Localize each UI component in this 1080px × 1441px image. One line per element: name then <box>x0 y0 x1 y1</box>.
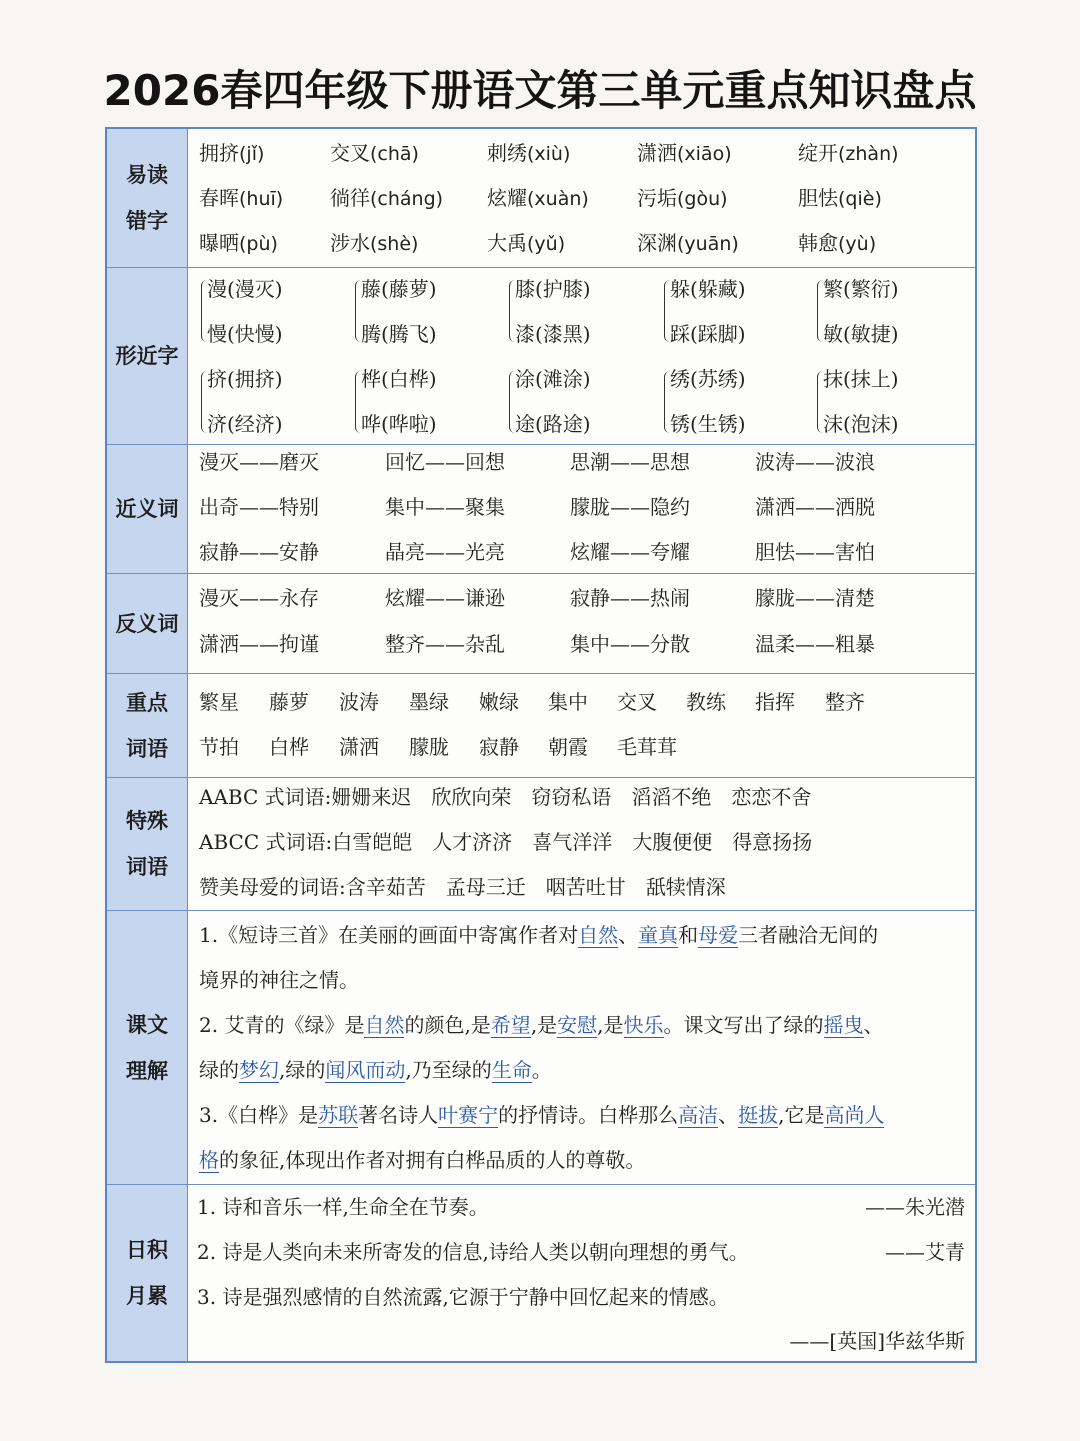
label-line: 反义词 <box>115 611 179 636</box>
similar-char: 膝(护膝) <box>515 277 591 301</box>
section-yidu <box>107 129 975 268</box>
key-word: 整齐 <box>825 690 865 714</box>
word-pinyin: 深渊(yuān) <box>637 231 739 255</box>
key-word: 朦胧 <box>409 735 449 759</box>
key-word: 波涛 <box>339 690 379 714</box>
quote-1: 1. 诗和音乐一样,生命全在节奏。 <box>197 1195 489 1219</box>
synonym-pair: 出奇——特别 <box>199 495 319 519</box>
quote-3: 3. 诗是强烈感情的自然流露,它源于宁静中回忆起来的情感。 <box>197 1285 729 1309</box>
highlight-term: 童真 <box>638 923 679 947</box>
highlight-term: 自然 <box>364 1013 405 1037</box>
similar-char: 藤(藤萝) <box>361 277 437 301</box>
special-words-line: 赞美母爱的词语:含辛茹苦 孟母三迁 咽苦吐甘 舐犊情深 <box>199 875 726 899</box>
similar-char: 漫(漫灭) <box>207 277 283 301</box>
word-pinyin: 大禹(yǔ) <box>487 231 566 255</box>
similar-char: 慢(快慢) <box>207 322 283 346</box>
highlight-term: 自然 <box>578 923 619 947</box>
highlight-term: 高洁 <box>678 1103 719 1127</box>
key-word: 潇洒 <box>339 735 379 759</box>
similar-char: 绣(苏绣) <box>670 367 746 391</box>
section-label <box>107 1185 188 1361</box>
word-pinyin: 拥挤(jǐ) <box>199 141 265 165</box>
highlight-term: 叶赛宁 <box>438 1103 499 1127</box>
section-xingjin <box>107 268 975 445</box>
similar-char: 济(经济) <box>207 412 283 436</box>
section-label <box>107 268 188 444</box>
key-word: 藤萝 <box>269 690 309 714</box>
similar-char: 锈(生锈) <box>670 412 746 436</box>
similar-char: 涂(滩涂) <box>515 367 591 391</box>
key-word: 朝霞 <box>548 735 588 759</box>
word-pinyin: 炫耀(xuàn) <box>487 186 589 210</box>
antonym-pair: 炫耀——谦逊 <box>385 586 505 610</box>
antonym-pair: 温柔——粗暴 <box>755 632 875 656</box>
word-pinyin: 潇洒(xiāo) <box>637 141 732 165</box>
antonym-pair: 漫灭——永存 <box>199 586 319 610</box>
section-label <box>107 911 188 1184</box>
synonym-pair: 晶亮——光亮 <box>385 540 505 564</box>
word-pinyin: 刺绣(xiù) <box>487 141 571 165</box>
similar-char: 哗(哗啦) <box>361 412 437 436</box>
key-word: 寂静 <box>479 735 519 759</box>
highlight-term: 安慰 <box>557 1013 598 1037</box>
section-teshu <box>107 778 975 911</box>
similar-char: 挤(拥挤) <box>207 367 283 391</box>
section-label <box>107 129 188 267</box>
synonym-pair: 思潮——思想 <box>570 450 690 474</box>
word-pinyin: 曝晒(pù) <box>199 231 278 255</box>
highlight-term: 母爱 <box>698 923 739 947</box>
paragraph-1-cont: 境界的神往之情。 <box>199 968 359 992</box>
zhongdian-content <box>187 674 975 777</box>
word-pinyin: 徜徉(cháng) <box>330 186 444 210</box>
section-kewen <box>107 911 975 1185</box>
antonym-pair: 朦胧——清楚 <box>755 586 875 610</box>
paragraph-1: 1.《短诗三首》在美丽的画面中寄寓作者对自然、童真和母爱三者融洽无间的 <box>199 923 879 947</box>
similar-char: 桦(白桦) <box>361 367 437 391</box>
similar-char: 漆(漆黑) <box>515 322 591 346</box>
special-words-line: AABC 式词语:姗姗来迟 欣欣向荣 窃窃私语 滔滔不绝 恋恋不舍 <box>199 785 812 809</box>
antonym-pair: 潇洒——拘谨 <box>199 632 319 656</box>
highlight-term: 快乐 <box>623 1013 664 1037</box>
label-line: 特殊 <box>126 809 168 833</box>
label-line: 理解 <box>126 1058 168 1083</box>
label-line: 日积 <box>126 1238 168 1262</box>
riji-content <box>187 1185 975 1361</box>
teshu-content <box>187 778 975 910</box>
key-word: 教练 <box>686 690 726 714</box>
word-pinyin: 春晖(huī) <box>199 186 284 210</box>
similar-char: 踩(踩脚) <box>670 322 746 346</box>
label-line: 错字 <box>126 209 168 233</box>
highlight-term: 生命 <box>491 1058 532 1082</box>
quote-author: ——朱光潜 <box>865 1195 965 1219</box>
key-word: 白桦 <box>269 735 309 759</box>
section-fanyi <box>107 574 975 674</box>
highlight-term: 摇曳 <box>823 1013 864 1037</box>
synonym-pair: 集中——聚集 <box>385 495 505 519</box>
highlight-term: 格 <box>199 1148 219 1172</box>
similar-char: 躲(躲藏) <box>670 277 746 301</box>
paragraph-3-cont: 格的象征,体现出作者对拥有白桦品质的人的尊敬。 <box>199 1148 646 1172</box>
section-zhongdian <box>107 674 975 778</box>
word-pinyin: 交叉(chā) <box>330 141 419 165</box>
key-word: 墨绿 <box>409 690 449 714</box>
word-pinyin: 韩愈(yù) <box>798 231 877 255</box>
section-label <box>107 445 188 573</box>
label-line: 易读 <box>126 163 168 187</box>
label-line: 形近字 <box>115 344 179 368</box>
synonym-pair: 寂静——安静 <box>199 540 319 564</box>
label-line: 月累 <box>126 1284 168 1308</box>
highlight-term: 挺拔 <box>738 1103 779 1127</box>
quote-2: 2. 诗是人类向未来所寄发的信息,诗给人类以朝向理想的勇气。 <box>197 1240 749 1264</box>
word-pinyin: 绽开(zhàn) <box>798 141 899 165</box>
word-pinyin: 污垢(gòu) <box>637 186 728 210</box>
synonym-pair: 炫耀——夸耀 <box>570 540 690 564</box>
label-line: 课文 <box>126 1012 168 1037</box>
yidu-content <box>187 129 975 267</box>
section-jinyi <box>107 445 975 574</box>
synonym-pair: 漫灭——磨灭 <box>199 450 319 474</box>
key-word: 指挥 <box>755 690 795 714</box>
paragraph-2-cont: 绿的梦幻,绿的闻风而动,乃至绿的生命。 <box>199 1058 552 1082</box>
key-word: 嫩绿 <box>479 690 519 714</box>
highlight-term: 梦幻 <box>239 1058 279 1082</box>
quote-author: ——艾青 <box>885 1240 965 1264</box>
page-title: 2026春四年级下册语文第三单元重点知识盘点 <box>103 66 977 115</box>
label-line: 重点 <box>126 690 168 715</box>
paragraph-2: 2. 艾青的《绿》是自然的颜色,是希望,是安慰,是快乐。课文写出了绿的摇曳、 <box>199 1013 884 1037</box>
section-label <box>107 674 188 777</box>
word-pinyin: 胆怯(qiè) <box>798 186 882 210</box>
section-riji <box>107 1185 975 1361</box>
highlight-term: 希望 <box>490 1013 531 1037</box>
section-label <box>107 574 188 673</box>
highlight-term: 高尚人 <box>824 1103 885 1127</box>
fanyi-content <box>187 574 975 673</box>
special-words-line: ABCC 式词语:白雪皑皑 人才济济 喜气洋洋 大腹便便 得意扬扬 <box>199 830 813 854</box>
key-word: 繁星 <box>199 690 239 714</box>
synonym-pair: 朦胧——隐约 <box>570 495 690 519</box>
key-word: 节拍 <box>199 735 239 759</box>
label-line: 词语 <box>126 736 168 761</box>
section-label <box>107 778 188 910</box>
quote-author: ——[英国]华兹华斯 <box>789 1329 965 1353</box>
jinyi-content <box>187 445 975 573</box>
synonym-pair: 波涛——波浪 <box>755 450 875 474</box>
antonym-pair: 寂静——热闹 <box>570 586 690 610</box>
antonym-pair: 集中——分散 <box>570 632 690 656</box>
synonym-pair: 潇洒——洒脱 <box>755 495 875 519</box>
similar-char: 繁(繁衍) <box>823 277 899 301</box>
knowledge-table <box>105 127 977 1363</box>
key-word: 毛茸茸 <box>617 735 677 759</box>
synonym-pair: 胆怯——害怕 <box>755 540 875 564</box>
highlight-term: 闻风而动 <box>325 1058 406 1082</box>
key-word: 集中 <box>548 690 588 714</box>
label-line: 近义词 <box>115 497 179 521</box>
similar-char: 敏(敏捷) <box>823 322 899 346</box>
similar-char: 腾(腾飞) <box>361 322 437 346</box>
paragraph-3: 3.《白桦》是苏联著名诗人叶赛宁的抒情诗。白桦那么高洁、挺拔,它是高尚人 <box>199 1103 885 1127</box>
key-word: 交叉 <box>617 690 657 714</box>
similar-char: 沫(泡沫) <box>823 412 899 436</box>
antonym-pair: 整齐——杂乱 <box>385 632 505 656</box>
label-line: 词语 <box>126 855 168 879</box>
highlight-term: 苏联 <box>318 1103 359 1127</box>
word-pinyin: 涉水(shè) <box>330 231 419 255</box>
similar-char: 抹(抹上) <box>823 367 899 391</box>
kewen-content <box>187 911 975 1184</box>
xingjin-content <box>187 268 975 444</box>
similar-char: 途(路途) <box>515 412 591 436</box>
synonym-pair: 回忆——回想 <box>385 450 505 474</box>
